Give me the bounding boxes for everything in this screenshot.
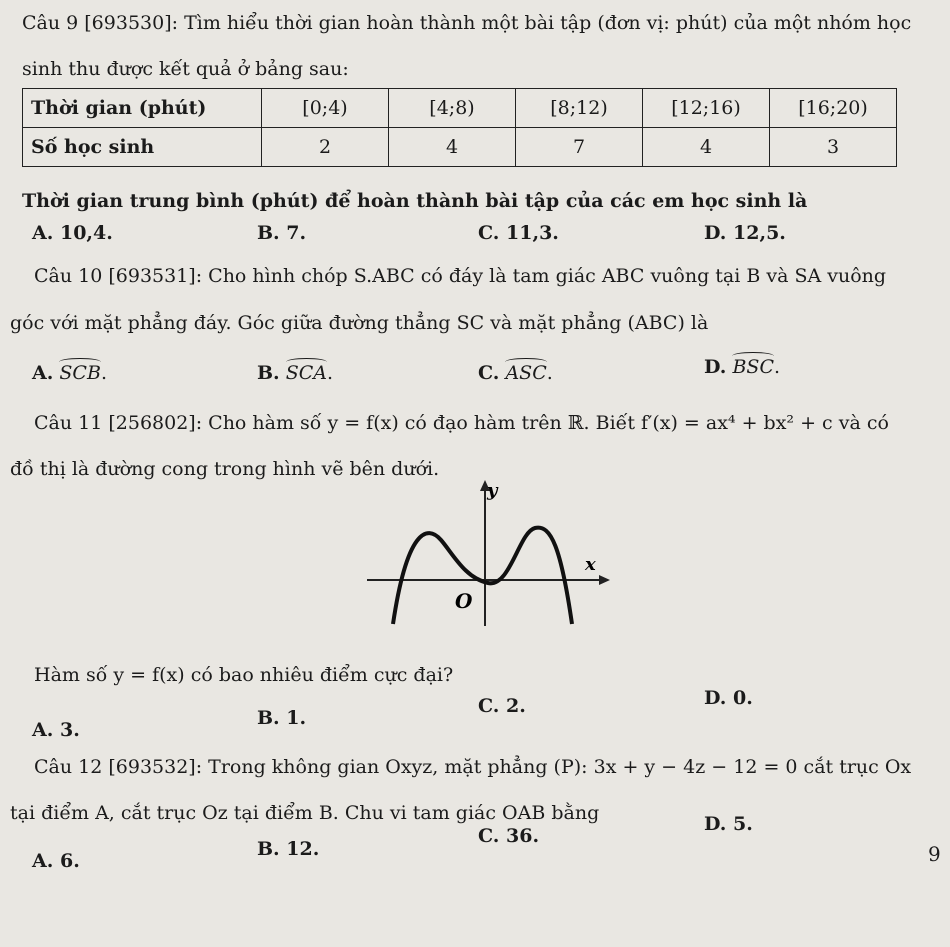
- q11-question: Hàm số y = f(x) có bao nhiêu điểm cực đại?: [34, 664, 454, 686]
- page-number: 9: [928, 842, 941, 866]
- q10-option-a[interactable]: [32, 362, 107, 384]
- angle-asc: ASC: [505, 362, 547, 384]
- q12-line2: tại điểm A, cắt trục Oz tại điểm B. Chu vi tam giác OAB bằng: [10, 802, 600, 824]
- q12-option-d[interactable]: [704, 813, 753, 835]
- q10-option-b[interactable]: [257, 362, 333, 384]
- q9-option-c[interactable]: C. 11,3.: [478, 222, 559, 244]
- q12-option-b[interactable]: [257, 838, 319, 860]
- q11-line2: đồ thị là đường cong trong hình vẽ bên dưới.: [10, 458, 440, 480]
- q12-option-c[interactable]: [478, 825, 539, 847]
- y-axis-label: y: [487, 480, 498, 501]
- count-cell: 4: [643, 128, 770, 167]
- q9-line1: Câu 9 [693530]: Tìm hiểu thời gian hoàn thành một bài tập (đơn vị: phút) của một nhóm học: [22, 12, 912, 34]
- q12-line1: Câu 12 [693532]: Trong không gian Oxyz, mặt phẳng (P): 3x + y − 4z − 12 = 0 cắt trục Ox: [34, 756, 912, 778]
- option-period: .: [327, 362, 334, 384]
- derivative-curve: [393, 528, 572, 624]
- q11-option-d-text: D. 0.: [704, 687, 753, 709]
- count-cell: 2: [262, 128, 389, 167]
- option-letter: A.: [32, 362, 54, 384]
- option-period: .: [774, 356, 781, 378]
- q9-question: Thời gian trung bình (phút) để hoàn thành bài tập của các em học sinh là: [22, 190, 808, 212]
- option-period: .: [100, 362, 107, 384]
- q12-option-a-text: A. 6.: [32, 850, 80, 872]
- option-letter: B.: [257, 362, 280, 384]
- q11-option-c-text: C. 2.: [478, 695, 526, 717]
- q11-option-c[interactable]: [478, 695, 526, 717]
- table-header-time: Thời gian (phút): [23, 89, 262, 128]
- count-cell: 7: [516, 128, 643, 167]
- interval-cell: [12;16): [643, 89, 770, 128]
- q12-option-c-text: C. 36.: [478, 825, 540, 847]
- q11-option-a-text: A. 3.: [32, 719, 80, 741]
- q9-option-d[interactable]: D. 12,5.: [704, 222, 786, 244]
- count-cell: 4: [389, 128, 516, 167]
- interval-cell: [4;8): [389, 89, 516, 128]
- interval-cell: [8;12): [516, 89, 643, 128]
- q11-option-b[interactable]: [257, 707, 306, 729]
- q9-option-b[interactable]: B. 7.: [257, 222, 307, 244]
- option-period: .: [546, 362, 553, 384]
- q10-option-c[interactable]: [478, 362, 553, 384]
- q11-option-a[interactable]: [32, 719, 80, 741]
- angle-scb: SCB: [59, 362, 101, 384]
- q12-option-a[interactable]: [32, 850, 80, 872]
- q9-line2: sinh thu được kết quả ở bảng sau:: [22, 58, 349, 80]
- angle-bsc: BSC: [732, 356, 774, 378]
- table-row-count: [23, 128, 897, 167]
- q12-option-d-text: D. 5.: [704, 813, 753, 835]
- interval-cell: [0;4): [262, 89, 389, 128]
- q10-line1: Câu 10 [693531]: Cho hình chóp S.ABC có đáy là tam giác ABC vuông tại B và SA vuông: [34, 265, 887, 287]
- q11-line1: Câu 11 [256802]: Cho hàm số y = f(x) có đạo hàm trên ℝ. Biết f′(x) = ax⁴ + bx² + c và có: [34, 412, 889, 434]
- option-letter: D.: [704, 356, 727, 378]
- x-axis-arrow: [599, 575, 610, 585]
- angle-sca: SCA: [285, 362, 328, 384]
- q10-option-d[interactable]: [704, 356, 780, 378]
- table-row-time: [23, 89, 897, 128]
- q12-option-b-text: B. 12.: [257, 838, 320, 860]
- count-cell: 3: [770, 128, 897, 167]
- table-header-count: Số học sinh: [23, 128, 262, 167]
- q9-option-a[interactable]: A. 10,4.: [32, 222, 113, 244]
- q11-option-d[interactable]: [704, 687, 753, 709]
- frequency-table: [22, 88, 897, 167]
- option-letter: C.: [478, 362, 500, 384]
- origin-label: O: [455, 589, 473, 613]
- q11-option-b-text: B. 1.: [257, 707, 307, 729]
- derivative-graph: [365, 478, 610, 628]
- q10-line2: góc với mặt phẳng đáy. Góc giữa đường thẳng SC và mặt phẳng (ABC) là: [10, 312, 709, 334]
- x-axis-label: x: [585, 554, 596, 575]
- interval-cell: [16;20): [770, 89, 897, 128]
